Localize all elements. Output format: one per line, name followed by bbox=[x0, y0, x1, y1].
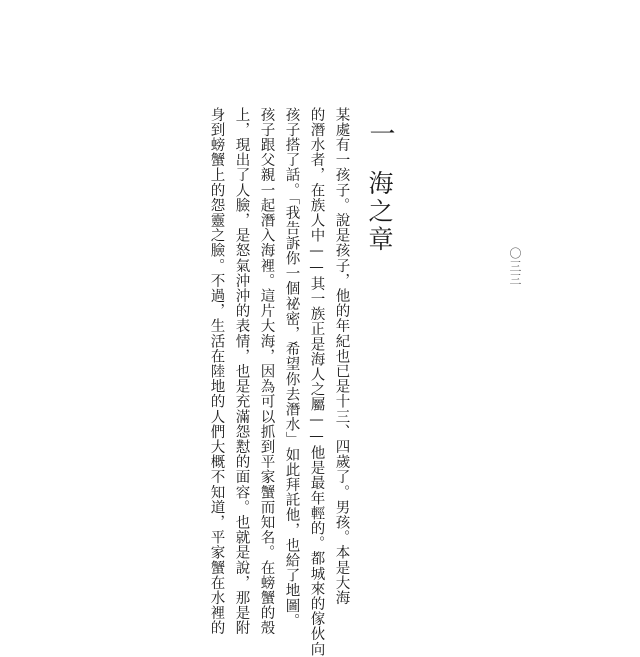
chapter-number: 一 bbox=[365, 120, 395, 146]
body-line-6: 身到螃蟹上的怨靈之臉。不過，生活在陸地的人們大概不知道，平家蟹在水裡的 bbox=[208, 107, 225, 636]
body-line-3: 孩子搭了話。「我告訴你一個祕密，希望你去潛水」如此拜託他，也給了地圖。 bbox=[283, 107, 300, 629]
body-line-4: 孩子跟父親一起潛入海裡。這片大海，因為可以抓到平家蟹而知名。在螃蟹的殼 bbox=[258, 107, 275, 636]
body-line-5: 上，現出了人臉，是怒氣沖沖的表情，也是充滿怨懟的面容。也就是說，那是附 bbox=[233, 107, 250, 636]
chapter-title: 海之章 bbox=[365, 170, 394, 254]
page-number: 〇三三 bbox=[508, 247, 522, 286]
body-line-2: 的潛水者，在族人中——其一族正是海人之屬——他是最年輕的。都城來的傢伙向 bbox=[308, 107, 325, 657]
body-line-1: 某處有一孩子。說是孩子，他的年紀也已是十三、四歲了。男孩。本是大海 bbox=[333, 107, 350, 606]
